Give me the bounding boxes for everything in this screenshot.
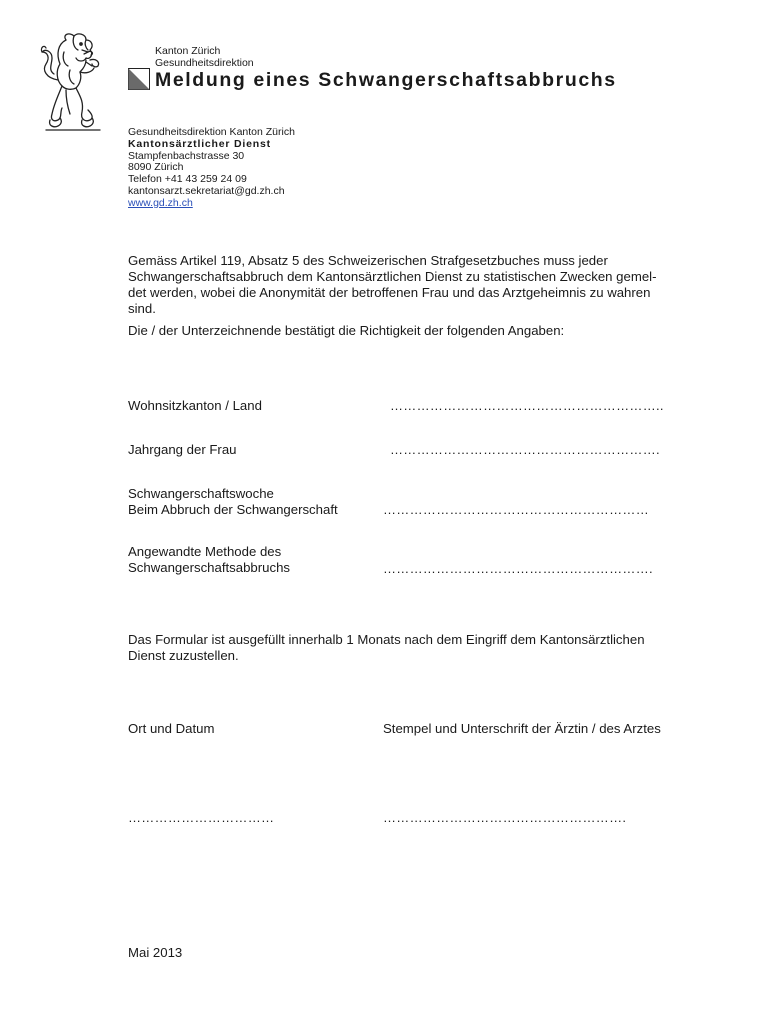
instruction-line: Das Formular ist ausgefüllt innerhalb 1 Monats nach dem Eingriff dem Kantonsärztlichen [128, 632, 645, 647]
address-phone: Telefon +41 43 259 24 09 [128, 173, 247, 186]
birthyear-field[interactable]: ……………………………………………………. [390, 442, 660, 457]
week-label-line: Beim Abbruch der Schwangerschaft [128, 502, 338, 517]
header-canton: Kanton Zürich [155, 45, 221, 57]
address-block [128, 127, 295, 210]
instruction-line: Dienst zuzustellen. [128, 648, 239, 663]
address-street: Stampfenbachstrasse 30 [128, 149, 245, 162]
residence-field[interactable]: …………………………………………………….. [390, 398, 664, 413]
page-title: Meldung eines Schwangerschaftsabbruchs [155, 69, 617, 91]
website-link[interactable]: www.gd.zh.ch [128, 196, 193, 209]
zurich-lion-logo [36, 30, 108, 138]
stamp-signature-field[interactable]: ………………………………………………. [383, 810, 627, 825]
footer-date: Mai 2013 [128, 945, 183, 960]
confirmation-text: Die / der Unterzeichnende bestätigt die Richtigkeit der folgenden Angaben: [128, 323, 565, 338]
address-email: kantonsarzt.sekretariat@gd.zh.ch [128, 184, 285, 197]
place-date-label: Ort und Datum [128, 721, 215, 736]
week-label-line: Schwangerschaftswoche [128, 486, 274, 501]
week-label [128, 486, 338, 518]
stamp-signature-label: Stempel und Unterschrift der Ärztin / des Arztes [383, 721, 661, 736]
intro-line: sind. [128, 301, 156, 316]
address-line: Gesundheitsdirektion Kanton Zürich [128, 126, 295, 138]
intro-paragraph [128, 253, 657, 317]
canton-flag-icon [128, 68, 150, 90]
method-label [128, 544, 290, 576]
address-department: Kantonsärztlicher Dienst [128, 137, 271, 150]
instruction-text [128, 632, 645, 664]
address-city: 8090 Zürich [128, 161, 184, 174]
birthyear-label: Jahrgang der Frau [128, 442, 237, 457]
method-label-line: Schwangerschaftsabbruchs [128, 560, 291, 575]
method-field[interactable]: ……………………………………………………. [383, 561, 653, 576]
intro-line: Schwangerschaftsabbruch dem Kantonsärztlichen Dienst zu statistischen Zwecken gemel- [128, 269, 657, 284]
intro-line: det werden, wobei die Anonymität der betroffenen Frau und das Arztgeheimnis zu wahren [128, 285, 651, 300]
method-label-line: Angewandte Methode des [128, 544, 282, 559]
intro-line: Gemäss Artikel 119, Absatz 5 des Schweizerischen Strafgesetzbuches muss jeder [128, 253, 608, 268]
place-date-field[interactable]: …………………………… [128, 810, 275, 825]
week-field[interactable]: …………………………………………………… [383, 502, 649, 517]
header-department: Gesundheitsdirektion [155, 57, 254, 69]
residence-label: Wohnsitzkanton / Land [128, 398, 262, 413]
